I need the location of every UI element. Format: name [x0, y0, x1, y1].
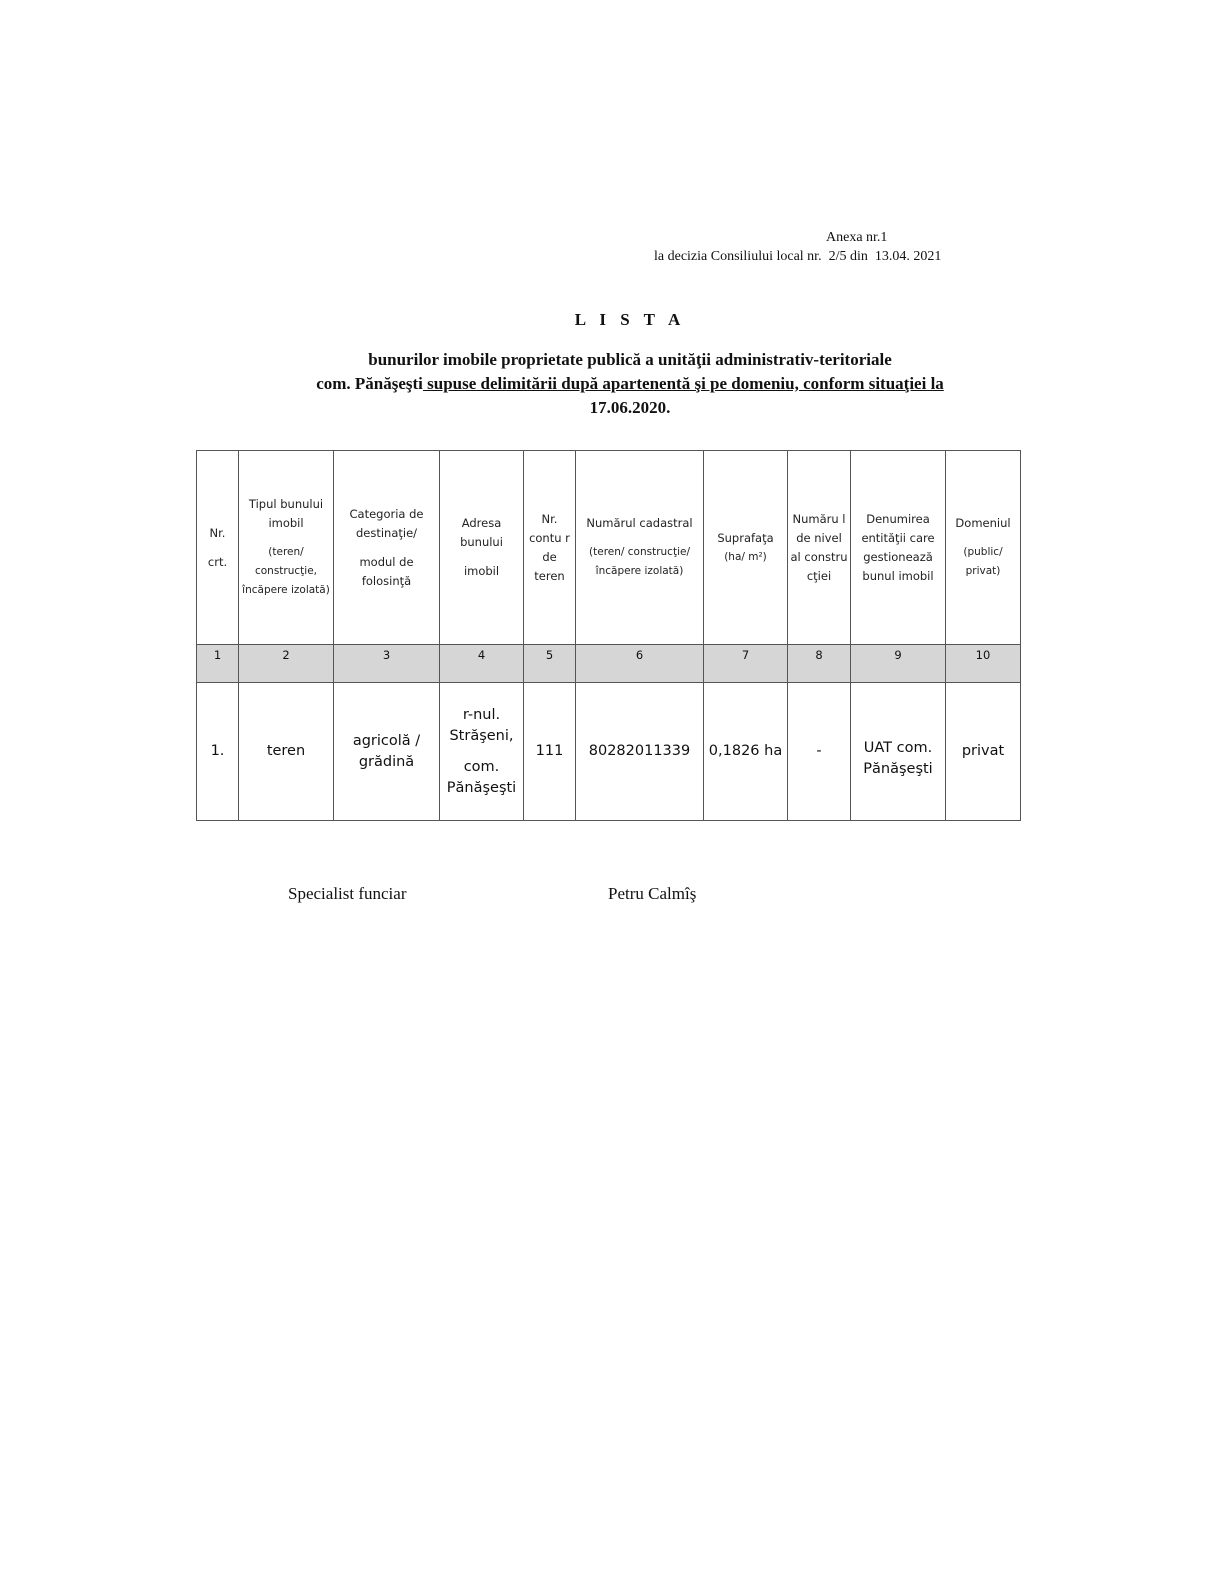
- table-row: [197, 683, 1021, 821]
- header-entitate: Denumirea entităţii care gestionează bunul imobil: [851, 451, 946, 645]
- column-number: 6: [576, 645, 704, 683]
- cell-nr: 1.: [197, 683, 239, 821]
- column-number: 9: [851, 645, 946, 683]
- subtitle-line-3: 17.06.2020.: [589, 398, 671, 417]
- header-nr: Nr. crt.: [197, 451, 239, 645]
- annex-decision: la decizia Consiliului local nr. 2/5 din 13.04. 2021: [654, 249, 942, 264]
- signature-role: Specialist funciar: [288, 884, 407, 903]
- annex-reference: [600, 228, 970, 266]
- cell-cadastral: 80282011339: [576, 683, 704, 821]
- cell-categoria: agricolă / grădină: [334, 683, 440, 821]
- header-adresa: Adresa bunului imobil: [440, 451, 524, 645]
- cell-suprafata: 0,1826 ha: [704, 683, 788, 821]
- cell-tip: teren: [239, 683, 334, 821]
- column-number: 10: [946, 645, 1021, 683]
- header-niveluri: Număru l de nivel al constru cţiei: [788, 451, 851, 645]
- subtitle-line-1: bunurilor imobile proprietate publică a unităţii administrativ-teritoriale: [368, 350, 892, 369]
- cell-contur: 111: [524, 683, 576, 821]
- column-number: 3: [334, 645, 440, 683]
- property-table: [196, 450, 1021, 821]
- column-number: 1: [197, 645, 239, 683]
- header-contur: Nr. contu r de teren: [524, 451, 576, 645]
- subtitle-commune: com. Pănăşeşti: [316, 374, 423, 393]
- document-subtitle: [240, 348, 1020, 420]
- column-number: 5: [524, 645, 576, 683]
- column-number: 7: [704, 645, 788, 683]
- subtitle-line-2: [240, 372, 1020, 396]
- column-number-row: [197, 645, 1021, 683]
- cell-adresa: r-nul. Străşeni, com. Pănăşeşti: [440, 683, 524, 821]
- header-suprafata: Suprafaţa (ha/ m²): [704, 451, 788, 645]
- header-categoria: Categoria de destinaţie/ modul de folosinţă: [334, 451, 440, 645]
- cell-entitate: UAT com. Pănăşeşti: [851, 683, 946, 821]
- header-domeniul: Domeniul (public/ privat): [946, 451, 1021, 645]
- cell-niveluri: -: [788, 683, 851, 821]
- column-number: 8: [788, 645, 851, 683]
- column-number: 2: [239, 645, 334, 683]
- document-title: L I S T A: [574, 310, 686, 329]
- header-tip: Tipul bunului imobil (teren/ construcţie, încăpere izolată): [239, 451, 334, 645]
- table-header-row: [197, 451, 1021, 645]
- annex-number: Anexa nr.1: [826, 230, 888, 245]
- signature-name: Petru Calmîş: [608, 884, 697, 903]
- cell-domeniul: privat: [946, 683, 1021, 821]
- header-cadastral: Numărul cadastral (teren/ construcţie/ încăpere izolată): [576, 451, 704, 645]
- subtitle-line-2-rest: supuse delimitării după apartenentă şi pe domeniu, conform situaţiei la: [422, 374, 944, 393]
- column-number: 4: [440, 645, 524, 683]
